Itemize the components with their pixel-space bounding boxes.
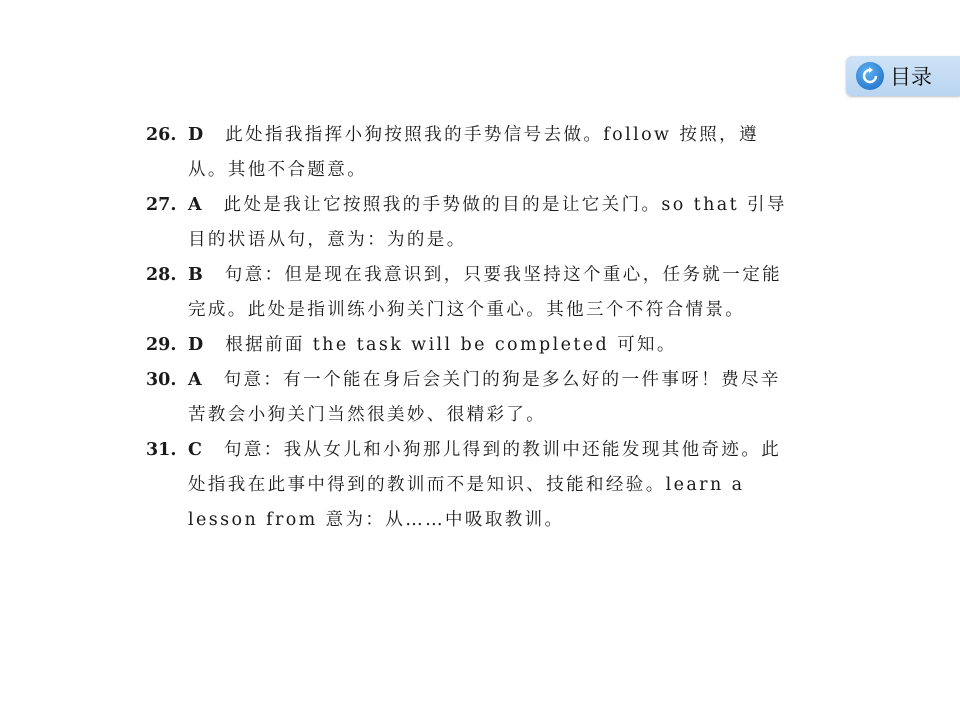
explanation-text: 句意：我从女儿和小狗那儿得到的教训中还能发现其他奇迹。此处指我在此事中得到的教训而不是知识、技能和经验。learn a lesson from 意为：从……中吸取教训。	[188, 440, 782, 530]
answer-letter: D	[188, 125, 204, 145]
answer-item	[146, 188, 796, 258]
answer-explanations	[146, 118, 796, 538]
question-number: 30.	[146, 370, 177, 390]
answer-letter: A	[188, 195, 202, 215]
answer-item	[146, 258, 796, 328]
explanation-text: 句意：有一个能在身后会关门的狗是多么好的一件事呀！费尽辛苦教会小狗关门当然很美妙、很精彩了。	[188, 370, 781, 425]
answer-item	[146, 328, 796, 363]
answer-item	[146, 118, 796, 188]
explanation-text: 此处是我让它按照我的手势做的目的是让它关门。so that 引导目的状语从句，意为：为的是。	[188, 195, 787, 250]
answer-item	[146, 363, 796, 433]
refresh-arrow-icon	[856, 62, 884, 90]
question-number: 26.	[146, 125, 177, 145]
explanation-text: 根据前面 the task will be completed 可知。	[225, 335, 677, 355]
toc-button[interactable]	[846, 56, 960, 96]
question-number: 31.	[146, 440, 177, 460]
answer-item	[146, 433, 796, 538]
explanation-text: 句意：但是现在我意识到，只要我坚持这个重心，任务就一定能完成。此处是指训练小狗关门这个重心。其他三个不符合情景。	[188, 265, 782, 320]
toc-label: 目录	[890, 65, 932, 89]
question-number: 29.	[146, 335, 177, 355]
answer-letter: D	[188, 335, 204, 355]
question-number: 28.	[146, 265, 177, 285]
answer-letter: A	[188, 370, 202, 390]
answer-letter: B	[188, 265, 203, 285]
question-number: 27.	[146, 195, 177, 215]
explanation-text: 此处指我指挥小狗按照我的手势信号去做。follow 按照，遵从。其他不合题意。	[188, 125, 759, 180]
answer-letter: C	[188, 440, 202, 460]
